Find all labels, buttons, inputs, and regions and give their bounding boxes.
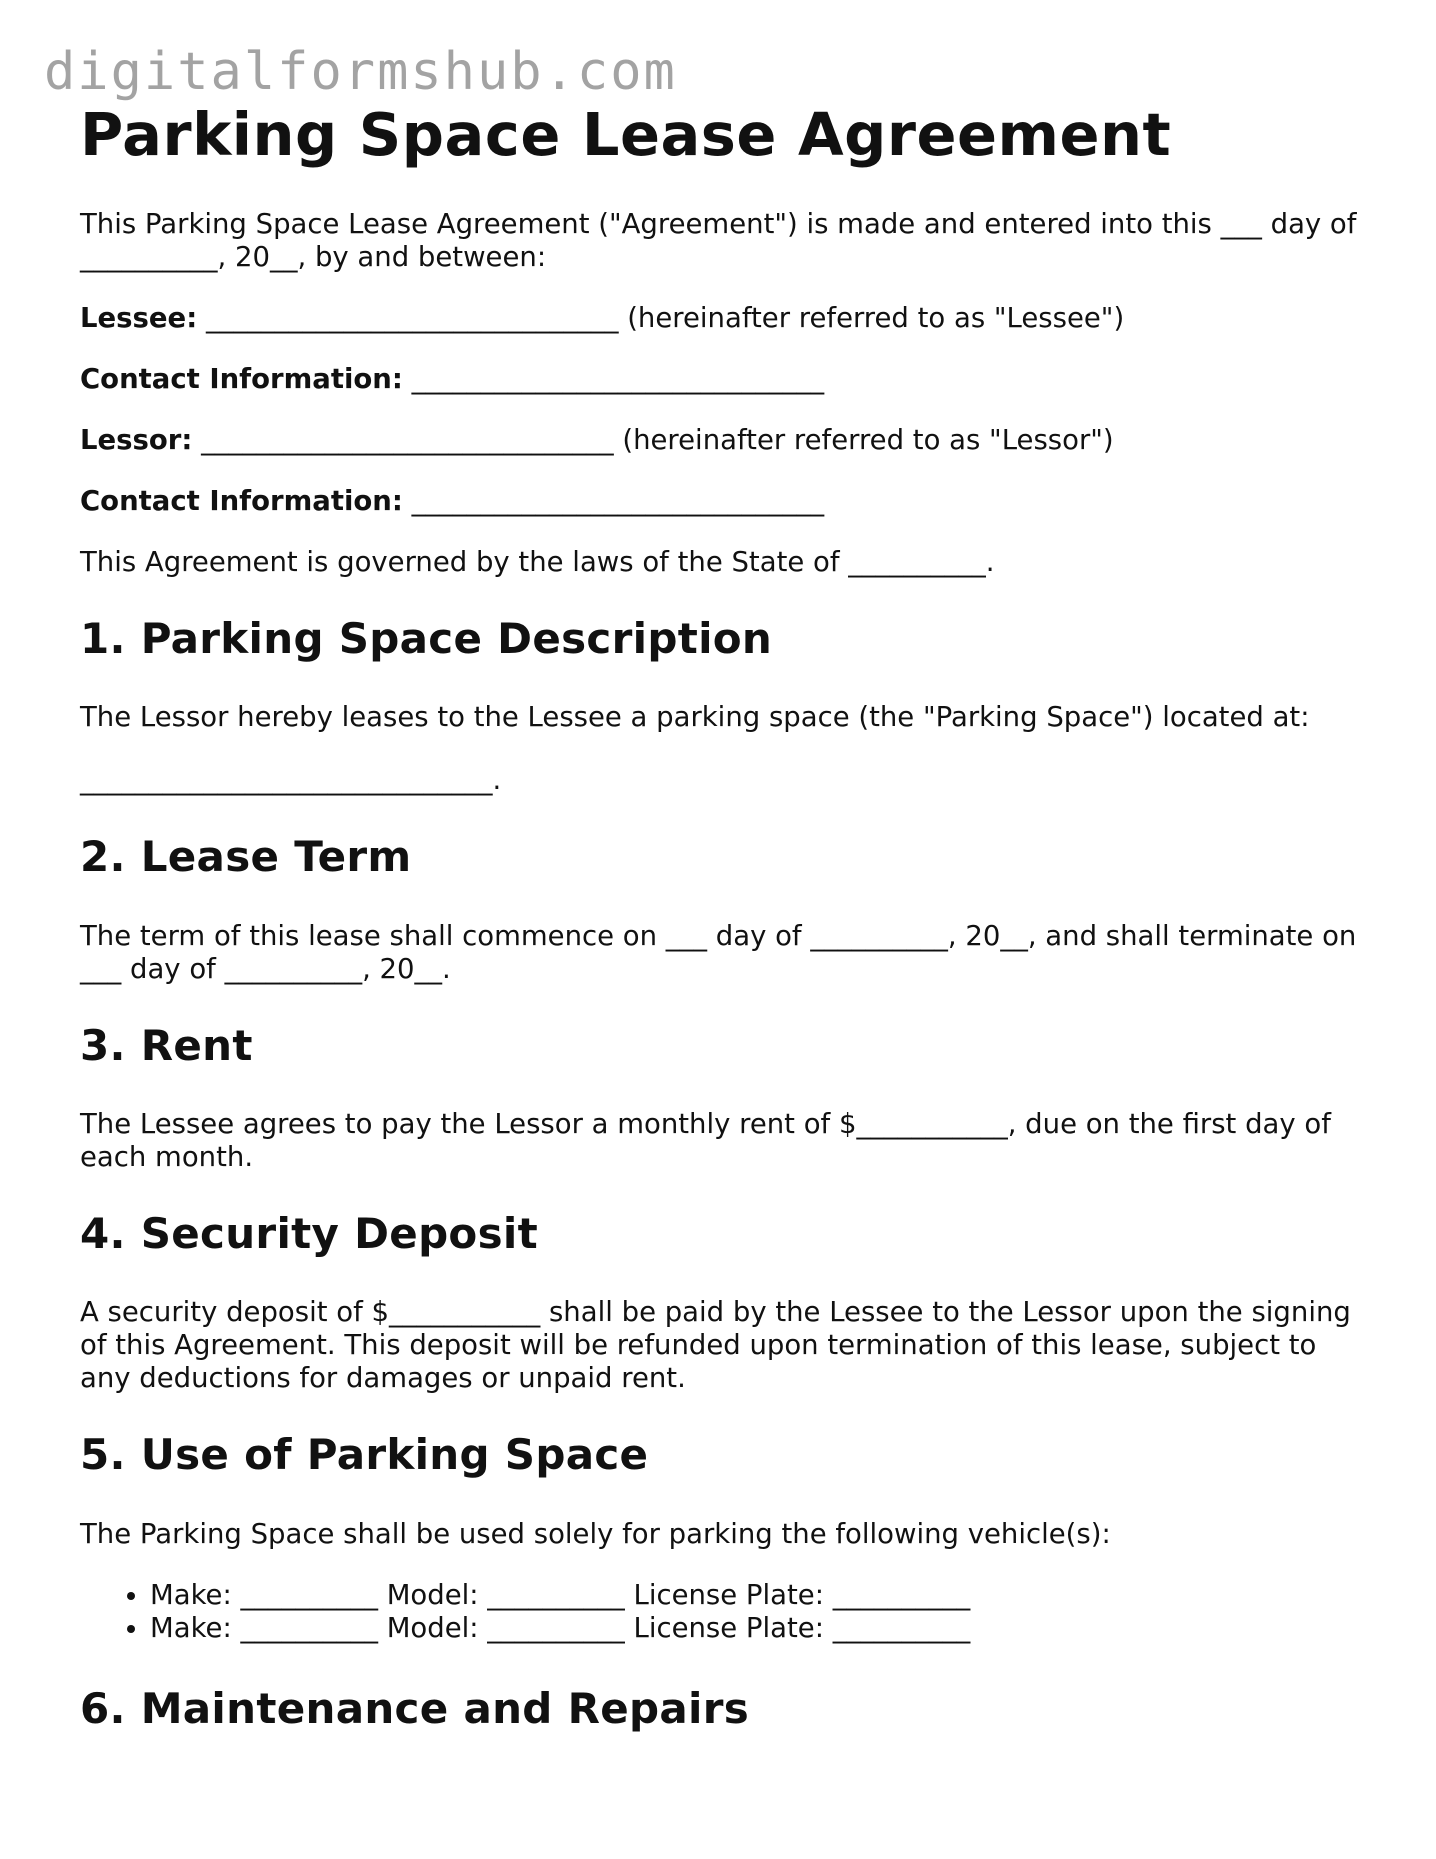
lessee-contact-label: Contact Information: (80, 363, 403, 396)
lessee-value: ______________________________ (hereinafter referred to as "Lessee") (197, 302, 1125, 335)
governing-law-paragraph: This Agreement is governed by the laws of the State of __________. (80, 546, 995, 579)
intro-paragraph: This Parking Space Lease Agreement ("Agreement") is made and entered into this ___ day of __________, 20__, by and between: (80, 208, 1357, 274)
document-page (80, 102, 1370, 1771)
section-heading-use: 5. Use of Parking Space (80, 1430, 649, 1480)
lessor-value: ______________________________ (hereinafter referred to as "Lessor") (192, 424, 1114, 457)
lessor-contact-label: Contact Information: (80, 485, 403, 518)
section-heading-rent: 3. Rent (80, 1020, 253, 1070)
list-item: • Make: __________ Model: __________ License Plate: __________ (150, 1579, 1370, 1612)
lessee-label: Lessee: (80, 302, 198, 335)
deposit-paragraph: A security deposit of $___________ shall be paid by the Lessee to the Lessor upon the signing of this Agreement. This deposit will be refunded upon termination of this lease, subject to any deductions for damages or unpaid rent. (80, 1296, 1351, 1395)
lessor-label: Lessor: (80, 424, 193, 457)
rent-paragraph: The Lessee agrees to pay the Lessor a monthly rent of $___________, due on the first day of each month. (80, 1107, 1331, 1173)
term-paragraph: The term of this lease shall commence on ___ day of __________, 20__, and shall terminate on ___ day of __________, 20__. (80, 919, 1357, 985)
vehicle-list (80, 1579, 1370, 1645)
lessor-line (80, 424, 1370, 457)
watermark: digitalformshub.com (44, 42, 677, 102)
lessor-contact-line (80, 485, 1370, 518)
page-title: Parking Space Lease Agreement (80, 100, 1172, 169)
lessor-contact-value: ______________________________ (402, 485, 825, 518)
lessee-contact-line (80, 363, 1370, 396)
section-heading-description: 1. Parking Space Description (80, 614, 773, 664)
section-heading-term: 2. Lease Term (80, 832, 412, 882)
lessee-line (80, 302, 1370, 335)
list-item: • Make: __________ Model: __________ License Plate: __________ (150, 1612, 1370, 1645)
section-heading-maintenance: 6. Maintenance and Repairs (80, 1683, 750, 1733)
lessee-contact-value: ______________________________ (402, 363, 825, 396)
use-paragraph: The Parking Space shall be used solely for parking the following vehicle(s): (80, 1517, 1111, 1550)
description-paragraph: The Lessor hereby leases to the Lessee a parking space (the "Parking Space") located at: (80, 701, 1310, 734)
description-blank-line: ______________________________. (80, 764, 502, 797)
section-heading-deposit: 4. Security Deposit (80, 1208, 538, 1258)
